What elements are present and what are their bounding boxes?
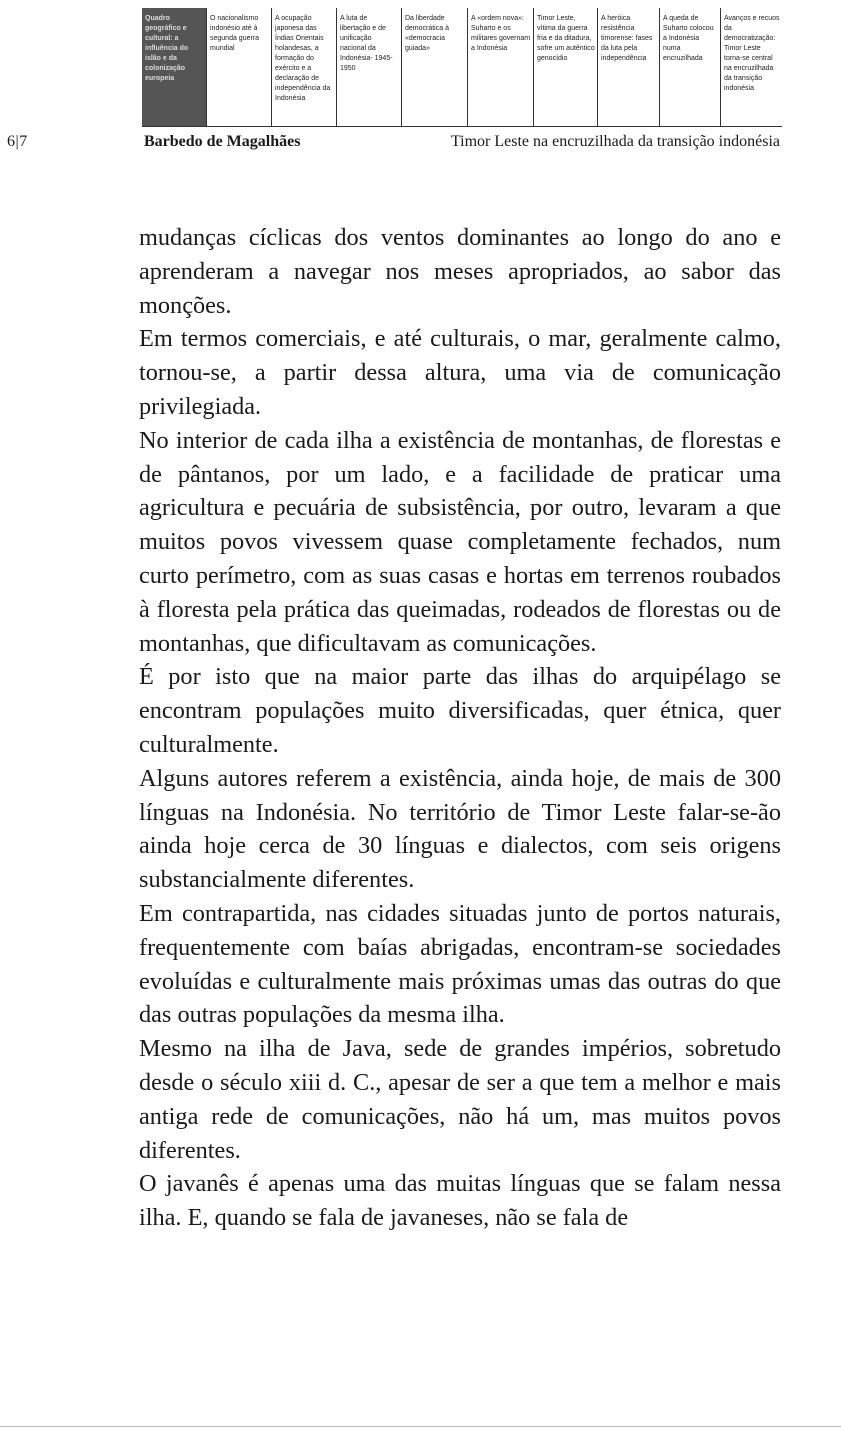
paragraph: No interior de cada ilha a existência de montanhas, de florestas e de pântanos, por um lado, e a facilidade de praticar uma agricultura e pecuária de subsistência, por outro, levaram a que muitos povos vivessem quase completamente fechados, num curto perímetro, com as suas casas e hortas em terrenos roubados à floresta pela prática das queimadas, rodeados de florestas ou de montanhas, que dificultavam as comunicações. xyxy=(139,426,781,657)
body-text xyxy=(139,221,781,1235)
chapter-cell: Da liberdade democrática à «democracia guiada» xyxy=(401,8,467,126)
paragraph: O javanês é apenas uma das muitas línguas que se falam nessa ilha. E, quando se fala de javaneses, não se fala de xyxy=(139,1170,781,1232)
chapter-cell: Timor Leste, vítima da guerra fria e da ditadura, sofre um autêntico genocídio xyxy=(533,8,597,126)
bottom-rule xyxy=(0,1426,841,1427)
paragraph: Em termos comerciais, e até culturais, o mar, geralmente calmo, tornou-se, a partir dessa altura, uma via de comunicação privilegiada. xyxy=(139,325,781,420)
paragraph: É por isto que na maior parte das ilhas do arquipélago se encontram populações muito diversificadas, quer étnica, quer culturalmente. xyxy=(139,663,781,758)
paragraph: mudanças cíclicas dos ventos dominantes ao longo do ano e aprenderam a navegar nos meses apropriados, ao sabor das monções. xyxy=(139,224,781,319)
strip-divider xyxy=(142,126,782,127)
paragraph: Mesmo na ilha de Java, sede de grandes impérios, sobretudo desde o século xiii d. C., apesar de ser a que tem a melhor e mais antiga rede de comunicações, não há um, mas muitos povos diferentes. xyxy=(139,1035,781,1164)
chapter-cell-current: Quadro geográfico e cultural: a influência do islão e da colonização europeia xyxy=(142,8,206,126)
page-number: 6|7 xyxy=(7,133,28,150)
running-header-author: Barbedo de Magalhães xyxy=(144,133,301,150)
chapter-cell: A queda de Suharto colocou a Indonésia numa encruzilhada xyxy=(659,8,720,126)
chapter-cell: O nacionalismo indonésio até à segunda guerra mundial xyxy=(206,8,271,126)
paragraph: Alguns autores referem a existência, ainda hoje, de mais de 300 línguas na Indonésia. No território de Timor Leste falar-se-ão ainda hoje cerca de 30 línguas e dialectos, com seis origens substancialmente diferentes. xyxy=(139,764,781,894)
running-header-title: Timor Leste na encruzilhada da transição indonésia xyxy=(450,133,780,150)
chapter-navigation-strip xyxy=(142,8,782,126)
chapter-cell: A ocupação japonesa das Índias Orientais holandesas, a formação do exército e a declaração de independência da Indonésia xyxy=(271,8,336,126)
chapter-cell: A heróica resistência timorense: fases da luta pela independência xyxy=(597,8,659,126)
chapter-cell: A «ordem nova»: Suharto e os militares governam a Indonésia xyxy=(467,8,533,126)
chapter-cell: A luta de libertação e de unificação nacional da Indonésia- 1945-1950 xyxy=(336,8,401,126)
paragraph: Em contrapartida, nas cidades situadas junto de portos naturais, frequentemente com baías abrigadas, encontram-se sociedades evoluídas e culturalmente mais próximas umas das outras do que das outras populações da mesma ilha. xyxy=(139,899,781,1029)
chapter-cell: Avanços e recuos da democratização: Timor Leste torna-se central na encruzilhada da transição indonésia xyxy=(720,8,782,126)
